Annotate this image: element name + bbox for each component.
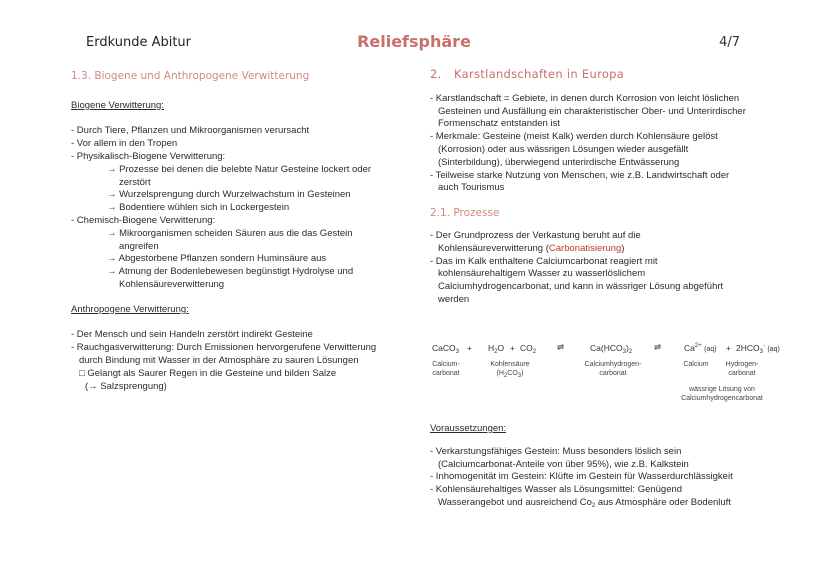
label-calcium: Calcium <box>683 361 709 368</box>
section-heading-verwitterung: 1.3. Biogene und Anthropogene Verwitterung <box>71 70 310 82</box>
bio-line: → Wurzelsprengung durch Wurzelwachstum in Gesteinen <box>107 189 351 201</box>
section-heading-karst <box>430 68 790 81</box>
plus-sign: + <box>467 343 472 353</box>
proc-line: werden <box>438 293 470 305</box>
formula-ca-ion: $Ca^{2+}$ (aq) <box>684 343 717 353</box>
bio-line: → Bodentiere wühlen sich in Lockergestein <box>107 202 290 214</box>
plus-sign: + <box>510 343 515 353</box>
vor-line: (Calciumcarbonat-Anteile von über 95%), wie z.B. Kalkstein <box>438 458 689 470</box>
anthro-line: □ Gelangt als Saurer Regen in die Gesteine und bilden Salze <box>79 367 337 379</box>
proc-text: ) <box>621 242 625 254</box>
formula-cahco3: $Ca(HCO_3)_2$ <box>590 343 633 355</box>
voraussetzungen-block <box>430 423 800 513</box>
bio-line: - Physikalisch-Biogene Verwitterung: <box>71 150 226 162</box>
bio-line: → Prozesse bei denen die belebte Natur Gesteine lockert oder <box>107 163 372 175</box>
voraussetzungen-title: Voraussetzungen: <box>430 423 507 434</box>
proc-line: - Das im Kalk enthaltene Calciumcarbonat reagiert mit <box>430 255 658 267</box>
proc-line: kohlensäurehaltigem Wasser zu wasserlöslichem <box>438 268 646 280</box>
bio-line: Kohlensäureverwitterung <box>119 278 225 290</box>
proc-text: Kohlensäureverwitterung ( <box>438 242 549 254</box>
anthropogene-title: Anthropogene Verwitterung: <box>71 303 189 315</box>
karst-line: - Karstlandschaft = Gebiete, in denen durch Korrosion von leicht löslichen <box>430 92 740 104</box>
karst-line: (Sinterbildung), überwiegend unterirdische Entwässerung <box>438 156 680 168</box>
label-waessrige-loesung: wässrige Lösung von Calciumhydrogencarbonat <box>681 386 763 402</box>
bio-line: zerstört <box>119 176 151 188</box>
equilibrium-arrow: ⇌ <box>557 342 565 352</box>
plus-sign: + <box>726 343 731 353</box>
karst-line: Formenschatz entstanden ist <box>438 118 560 130</box>
subsection-heading-prozesse: 2.1. Prozesse <box>430 207 500 220</box>
right-column <box>430 66 790 307</box>
anthro-line: - Rauchgasverwitterung: Durch Emissionen hervorgerufene Verwitterung <box>71 342 377 354</box>
vor-line: - Inhomogenität im Gestein: Klüfte im Gestein für Wasserdurchlässigkeit <box>430 471 733 483</box>
proc-line: Calciumhydrogencarbonat, und kann in wässriger Lösung abgeführt <box>438 281 724 293</box>
formula-caco3: CaCO$_3$ <box>432 343 459 355</box>
formula-h2o: $H_2O$ <box>488 343 505 355</box>
vor-line-last: Wasserangebot und ausreichend $Co_2$ aus Atmosphäre oder Bodenluft <box>438 496 731 509</box>
subject-label: Erdkunde Abitur <box>86 35 192 50</box>
anthro-line: - Der Mensch und sein Handeln zerstört indirekt Gesteine <box>71 329 313 341</box>
anthro-line: durch Bindung mit Wasser in der Atmosphäre zu sauren Lösungen <box>79 354 359 366</box>
section-title: Karstlandschaften in Europa <box>454 67 625 81</box>
bio-line: angreifen <box>119 240 159 252</box>
carbonatisierung-term: Carbonatisierung <box>548 242 622 254</box>
bio-line: - Durch Tiere, Pflanzen und Mikroorganismen verursacht <box>71 125 310 137</box>
karst-line: - Merkmale: Gesteine (meist Kalk) werden durch Kohlensäure gelöst <box>430 131 718 143</box>
label-hydrogencarbonat: Hydrogen- carbonat <box>725 361 759 377</box>
section-number: 2. <box>430 67 442 81</box>
chemical-equation <box>432 340 792 410</box>
karst-line: auch Tourismus <box>438 182 505 194</box>
bio-line: → Atmung der Bodenlebewesen begünstigt Hydrolyse und <box>107 266 354 278</box>
proc-line-carbonatisierung <box>430 243 790 256</box>
equilibrium-arrow: ⇌ <box>654 342 662 352</box>
proc-line: - Der Grundprozess der Verkastung beruht auf die <box>430 229 641 241</box>
bio-line: → Mikroorganismen scheiden Säuren aus die das Gestein <box>107 227 353 239</box>
left-column <box>71 66 401 393</box>
page-number: 4/7 <box>719 35 740 50</box>
vor-line: - Verkarstungsfähiges Gestein: Muss besonders löslich sein <box>430 445 682 457</box>
vor-line: - Kohlensäurehaltiges Wasser als Lösungsmittel: Genügend <box>430 484 683 496</box>
karst-line: - Teilweise starke Nutzung von Menschen, wie z.B. Landwirtschaft oder <box>430 169 730 181</box>
formula-hco3-ion: $2HCO_3^-$ (aq) <box>736 343 780 355</box>
label-calciumhydrogencarbonat: Calciumhydrogen- carbonat <box>584 361 642 377</box>
bio-line: - Vor allem in den Tropen <box>71 138 178 150</box>
label-calciumcarbonat: Calcium- carbonat <box>432 361 460 377</box>
page-title: Reliefsphäre <box>357 32 471 51</box>
formula-co2: $CO_2$ <box>520 343 537 355</box>
bio-line: - Chemisch-Biogene Verwitterung: <box>71 214 216 226</box>
karst-line: (Korrosion) oder aus wässrigen Lösungen wieder ausgefällt <box>438 143 689 155</box>
karst-line: Gesteinen und Ausfällung ein charakteristischer Ober- und Unterirdischer <box>438 105 746 117</box>
bio-line: → Abgestorbene Pflanzen sondern Huminsäure aus <box>107 253 327 265</box>
anthro-line: (→ Salzsprengung) <box>85 380 167 392</box>
label-kohlensaeure: Kohlensäure (H2CO3) <box>490 361 530 379</box>
biogene-title: Biogene Verwitterung: <box>71 99 164 111</box>
